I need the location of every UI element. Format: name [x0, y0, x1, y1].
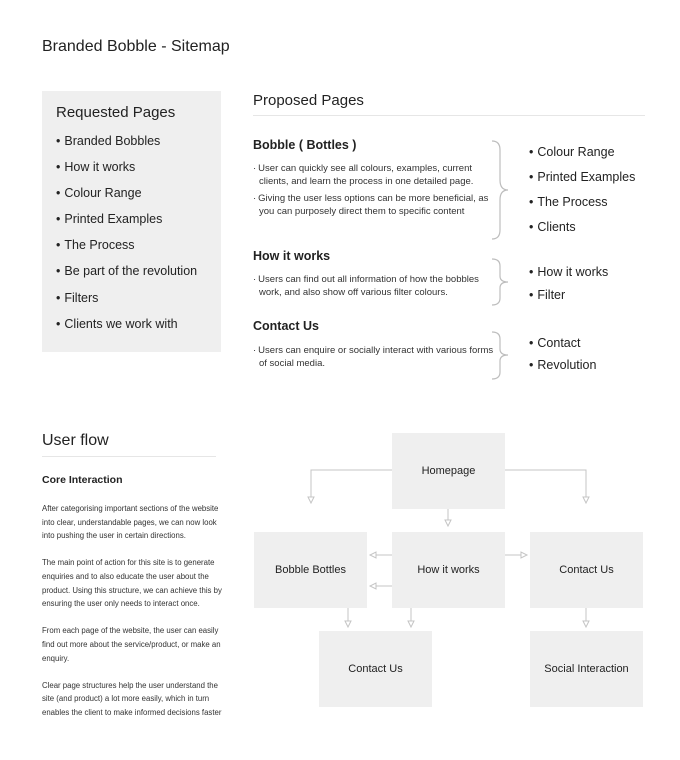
list-item: • Branded Bobbles [56, 134, 221, 160]
group-title-how-it-works: How it works [253, 249, 331, 263]
arrowhead [345, 621, 351, 627]
list-item: • How it works [529, 265, 608, 288]
paragraph: The main point of action for this site is to generate enquiries and to also educate the user about the product. Using this structure, we can achieve this by ensuring the user only needs to interact once. [42, 558, 222, 609]
list-item: • How it works [56, 160, 221, 186]
list-item: • Printed Examples [529, 170, 635, 195]
list-item: • Printed Examples [56, 212, 221, 238]
arrowhead [308, 497, 314, 503]
node-contact-us-right: Contact Us [530, 532, 643, 608]
description-text: · Giving the user less options can be more beneficial, as you can purposely direct them to specific content [253, 192, 498, 218]
paragraph: After categorising important sections of the website into clear, understandable pages, we can now look into pushing the user in certain directions. [42, 504, 219, 541]
arrowhead [583, 621, 589, 627]
arrowhead [583, 497, 589, 503]
core-interaction-title: Core Interaction [42, 474, 123, 486]
node-how-it-works: How it works [392, 532, 505, 608]
page-title: Branded Bobble - Sitemap [42, 38, 230, 55]
arrowhead [370, 583, 376, 589]
arrowhead [445, 520, 451, 526]
list-item: • Clients [529, 220, 635, 245]
node-contact-us-bottom: Contact Us [319, 631, 432, 707]
requested-pages-title: Requested Pages [56, 104, 176, 121]
list-item: • Filter [529, 288, 608, 311]
proposed-pages-title: Proposed Pages [253, 92, 364, 109]
description-text: · Users can enquire or socially interact with various forms of social media. [253, 344, 498, 370]
list-item: • Filters [56, 291, 221, 317]
arrowhead [370, 552, 376, 558]
arrowhead [408, 621, 414, 627]
node-bobble-bottles: Bobble Bottles [254, 532, 367, 608]
user-flow-title: User flow [42, 432, 109, 449]
node-social-interaction: Social Interaction [530, 631, 643, 707]
list-item: • Revolution [529, 358, 596, 380]
connector-homepage-to-bobble [311, 470, 392, 497]
group-title-bobble: Bobble ( Bottles ) [253, 138, 357, 152]
description-text: · Users can find out all information of how the bobbles work, and also show off various filter colours. [253, 273, 498, 299]
arrowhead [521, 552, 527, 558]
list-item: • Clients we work with [56, 317, 221, 343]
list-item: • Be part of the revolution [56, 264, 221, 290]
node-homepage: Homepage [392, 433, 505, 509]
list-item: • Contact [529, 336, 596, 358]
list-item: • The Process [56, 238, 221, 264]
list-item: • Colour Range [56, 186, 221, 212]
connector-homepage-to-contact [505, 470, 586, 497]
description-text: · User can quickly see all colours, examples, current clients, and learn the process in one detailed page. [253, 162, 498, 188]
paragraph: Clear page structures help the user understand the site (and product) a lot more easily, which in turn enables the client to make informed decisions faster [42, 680, 222, 717]
group-title-contact-us: Contact Us [253, 319, 319, 333]
list-item: • The Process [529, 195, 635, 220]
paragraph: From each page of the website, the user can easily find out more about the service/product, or make an enquiry. [42, 626, 221, 663]
list-item: • Colour Range [529, 145, 635, 170]
